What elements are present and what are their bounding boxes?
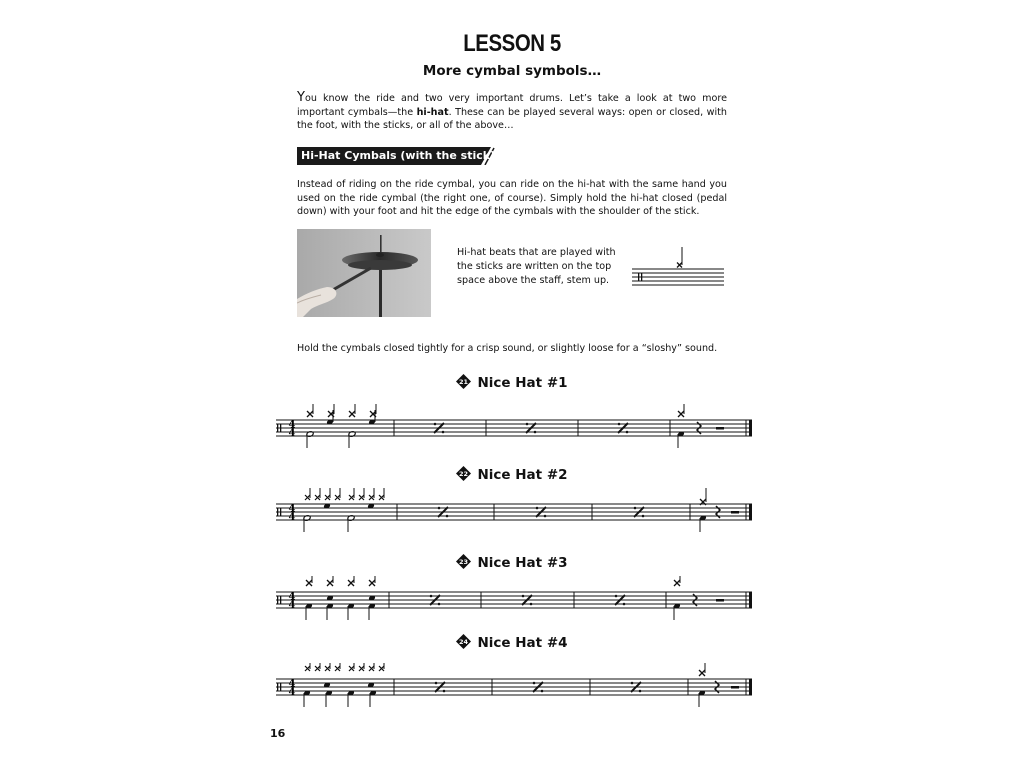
exercise-name: Nice Hat #4 (477, 635, 568, 651)
track-number: 24 (459, 638, 469, 646)
page-number: 16 (270, 727, 286, 740)
notation-caption: Hi-hat beats that are played with the sticks are written on the top space above the staff, stem up. (457, 247, 616, 286)
intro-text-before: ou know the ride and two very important drums. Let’s take a look at two more important cymbals—the (297, 93, 727, 118)
exercise-staff-21 (270, 404, 760, 452)
tip-paragraph: Hold the cymbals closed tightly for a crisp sound, or slightly loose for a “sloshy” sound. (297, 343, 718, 354)
track-number: 21 (459, 378, 469, 386)
lesson-title: LESSON 5 (463, 30, 561, 57)
section-heading-text: Hi-Hat Cymbals (with the stick) (301, 149, 496, 162)
intro-paragraph (297, 91, 727, 133)
time-signature-top: 4 (288, 678, 296, 690)
lesson-subtitle: More cymbal symbols… (422, 63, 602, 79)
exercise-name: Nice Hat #2 (477, 467, 568, 483)
intro-text-after: . These can be played several ways: open or closed, with the foot, with the sticks, or all of the above… (297, 106, 727, 131)
exercise-title-23 (0, 554, 1024, 571)
time-signature-top: 4 (288, 419, 296, 431)
track-number-badge (456, 634, 471, 649)
exercise-staff-24 (270, 663, 760, 713)
exercise-title-22 (0, 466, 1024, 483)
exercise-name: Nice Hat #1 (477, 375, 568, 391)
intro-dropcap: Y (297, 90, 305, 105)
intro-bold-term: hi-hat (416, 106, 449, 118)
exercise-name: Nice Hat #3 (477, 555, 568, 571)
time-signature-bottom: 4 (288, 512, 296, 523)
time-signature-top: 4 (288, 503, 296, 515)
exercise-title-21 (0, 374, 1024, 391)
hi-hat-notation-example (628, 244, 728, 290)
exercise-staff-22 (270, 488, 760, 536)
track-number-badge (456, 554, 471, 569)
exercise-title-24 (0, 634, 1024, 651)
time-signature-bottom: 4 (288, 428, 296, 439)
time-signature-bottom: 4 (288, 687, 296, 698)
track-number: 23 (459, 558, 469, 566)
exercise-staff-23 (270, 576, 760, 624)
time-signature-top: 4 (288, 591, 296, 603)
track-number-badge (456, 374, 471, 389)
section-paragraph: Instead of riding on the ride cymbal, you can ride on the hi-hat with the same hand you used on the ride cymbal (the right one, of course). Simply hold the hi-hat closed (pedal down) with your foot and hit the edge of the cymbals with the shoulder of the stick. (297, 179, 727, 217)
hi-hat-photo (297, 229, 431, 317)
track-number-badge (456, 466, 471, 481)
time-signature-bottom: 4 (288, 600, 296, 611)
track-number: 22 (459, 470, 469, 478)
